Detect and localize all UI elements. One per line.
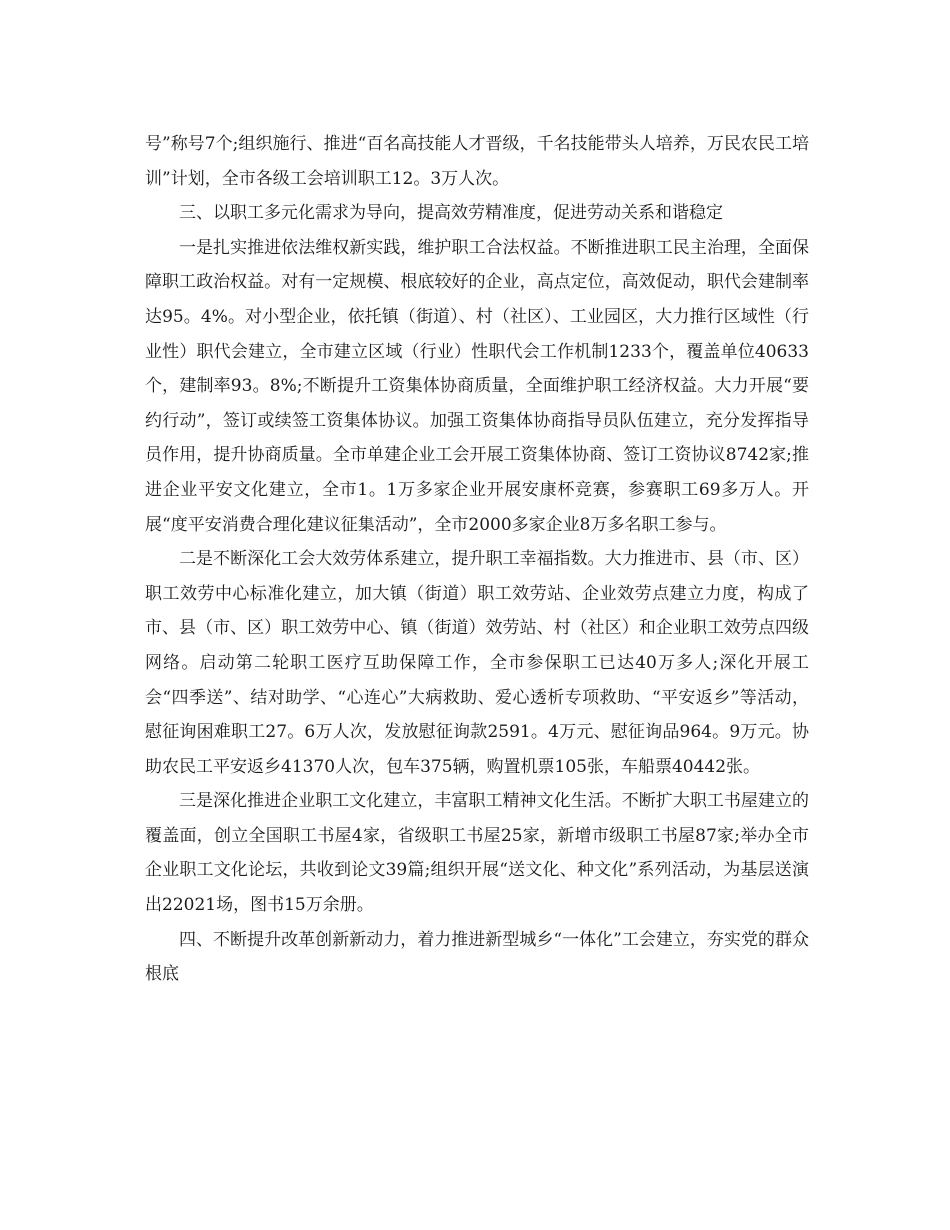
section-heading-four: 四、不断提升改革创新新动力，着力推进新型城乡“一体化”工会建立，夯实党的群众根底: [145, 929, 809, 985]
section-heading-three: 三、以职工多元化需求为导向，提高效劳精准度，促进劳动关系和谐稳定: [179, 203, 723, 224]
paragraph-worker-culture: 三是深化推进企业职工文化建立，丰富职工精神文化生活。不断扩大职工书屋建立的覆盖面，创立全国职工书屋4家，省级职工书屋25家，新增市级职工书屋87家;举办全市企业职工文化论坛，共收到论文39篇;组织开展“送文化、种文化”系列活动，为基层送演出22021场，图书15万余册。: [145, 791, 809, 916]
paragraph-service-system: 二是不断深化工会大效劳体系建立，提升职工幸福指数。大力推进市、县（市、区）职工效劳中心标准化建立，加大镇（街道）职工效劳站、企业效劳点建立力度，构成了市、县（市、区）职工效劳中心、镇（街道）效劳站、村（社区）和企业职工效劳点四级网络。启动第二轮职工医疗互助保障工作，全市参保职工已达40万多人;深化开展工会“四季送”、结对助学、“心连心”大病救助、爱心透析专项救助、“平安返乡”等活动，慰征询困难职工27。6万人次，发放慰征询款2591。4万元、慰征询品964。9万元。协助农民工平安返乡41370人次，包车375辆，购置机票105张，车船票40442张。: [145, 549, 809, 777]
paragraph-rights-protection: 一是扎实推进依法维权新实践，维护职工合法权益。不断推进职工民主治理，全面保障职工政治权益。对有一定规模、根底较好的企业，高点定位，高效促动，职代会建制率达95。4%。对小型企业，依托镇（街道）、村（社区）、工业园区，大力推行区域性（行业性）职代会建立，全市建立区域（行业）性职代会工作机制1233个，覆盖单位40633个，建制率93。8%;不断提升工资集体协商质量，全面维护职工经济权益。大力开展“要约行动”，签订或续签工资集体协议。加强工资集体协商指导员队伍建立，充分发挥指导员作用，提升协商质量。全市单建企业工会开展工资集体协商、签订工资协议8742家;推进企业平安文化建立，全市1。1万多家企业开展安康杯竞赛，参赛职工69多万人。开展“度平安消费合理化建议征集活动”，全市2000多家企业8万多名职工参与。: [145, 237, 809, 535]
document-body: [145, 127, 809, 992]
paragraph-continuation: 号”称号7个;组织施行、推进“百名高技能人才晋级，千名技能带头人培养，万民农民工培训”计划，全市各级工会培训职工12。3万人次。: [145, 134, 809, 189]
